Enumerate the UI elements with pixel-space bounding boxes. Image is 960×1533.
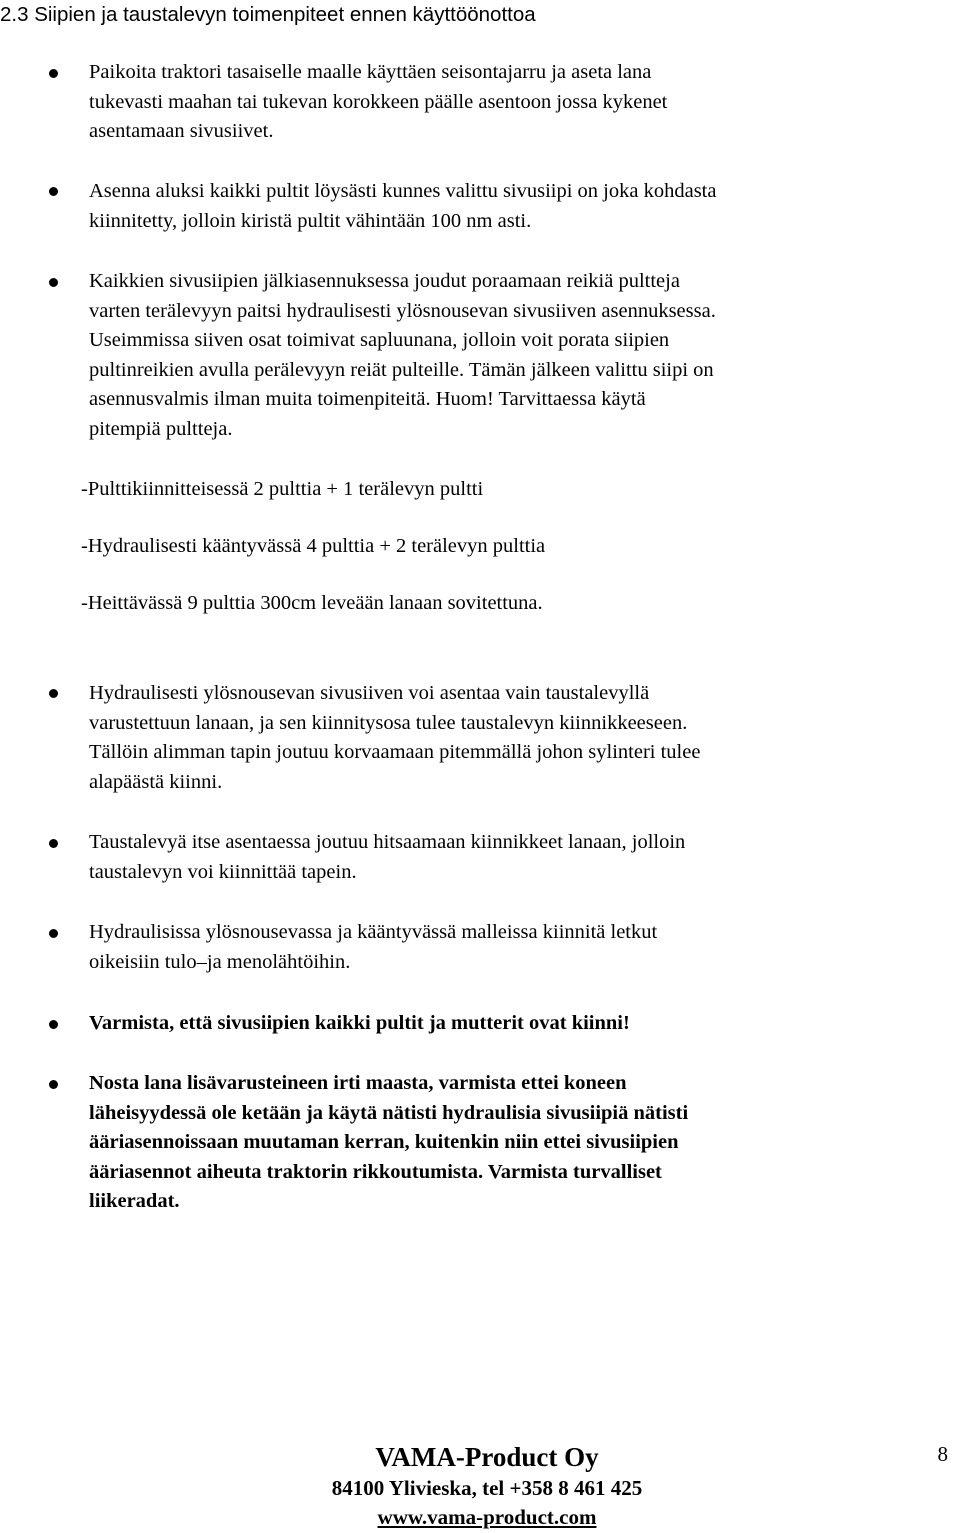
list-item-text: pitempiä pultteja. [89, 417, 233, 440]
list-item-text: Kaikkien sivusiipien jälkiasennuksessa joudut poraamaan reikiä pultteja [89, 270, 680, 292]
list-item-text: Paikoita traktori tasaiselle maalle käyttäen seisontajarru ja aseta lana [89, 61, 652, 83]
list-item-text: Varmista, että sivusiipien kaikki pultit ja mutterit ovat kiinni! [89, 1012, 630, 1034]
list-item-text: asentamaan sivusiivet. [89, 120, 274, 143]
bullet-icon [49, 187, 58, 196]
list-item-text: Tällöin alimman tapin joutuu korvaamaan pitemmällä johon sylinteri tulee [89, 741, 701, 764]
list-item-text: ääriasennoissaan muutaman kerran, kuitenkin niin ettei sivusiipien [89, 1131, 679, 1154]
list-item-text: Hydraulisesti ylösnousevan sivusiiven voi asentaa vain taustalevyllä [89, 682, 650, 704]
bolt-spec-line: -Hydraulisesti kääntyvässä 4 pulttia + 2 terälevyn pulttia [81, 535, 546, 557]
list-item-text: taustalevyn voi kiinnittää tapein. [89, 860, 357, 883]
list-item-text: Hydraulisissa ylösnousevassa ja kääntyvässä malleissa kiinnitä letkut [89, 921, 658, 943]
list-item-text: oikeisiin tulo–ja menolähtöihin. [89, 950, 351, 973]
list-item-text: Nosta lana lisävarusteineen irti maasta, varmista ettei koneen [89, 1072, 627, 1094]
list-item-text: varten terälevyyn paitsi hydraulisesti ylösnousevan sivusiiven asennuksessa. [89, 299, 716, 322]
footer-address: 84100 Ylivieska, tel +358 8 461 425 [331, 1476, 643, 1500]
footer-company-name: VAMA-Product Oy [375, 1442, 599, 1472]
list-item-text: Taustalevyä itse asentaessa joutuu hitsaamaan kiinnikkeet lanaan, jolloin [89, 831, 686, 853]
bullet-icon [49, 1020, 58, 1029]
list-item-text: kiinnitetty, jolloin kiristä pultit vähintään 100 nm asti. [89, 209, 532, 232]
list-item-text: alapäästä kiinni. [89, 770, 223, 793]
bullet-icon [49, 278, 58, 287]
bullet-icon [49, 1080, 58, 1089]
list-item-text: tukevasti maahan tai tukevan korokkeen päälle asentoon jossa kykenet [89, 90, 668, 113]
list-item-text: Asenna aluksi kaikki pultit löysästi kunnes valittu sivusiipi on joka kohdasta [89, 180, 717, 202]
bullet-icon [49, 689, 58, 698]
bullet-icon [49, 929, 58, 938]
page-number: 8 [937, 1442, 948, 1466]
page-title: 2.3 Siipien ja taustalevyn toimenpiteet ennen käyttöönottoa [0, 3, 536, 26]
list-item-text: ääriasennot aiheuta traktorin rikkoutumista. Varmista turvalliset [89, 1160, 662, 1183]
bolt-spec-line: -Heittävässä 9 pulttia 300cm leveään lanaan sovitettuna. [81, 592, 543, 614]
list-item-text: liikeradat. [89, 1190, 180, 1213]
list-item-text: Useimmissa siiven osat toimivat sapluunana, jolloin voit porata siipien [89, 329, 670, 352]
bolt-spec-line: -Pulttikiinnitteisessä 2 pulttia + 1 terälevyn pultti [81, 478, 484, 500]
list-item-text: pultinreikien avulla perälevyyn reiät pulteille. Tämän jälkeen valittu siipi on [89, 358, 714, 381]
bullet-icon [49, 839, 58, 848]
bullet-icon [49, 69, 58, 78]
list-item-text: asennusvalmis ilman muita toimenpiteitä. Huom! Tarvittaessa käytä [89, 388, 646, 411]
footer-website-link[interactable]: www.vama-product.com [377, 1505, 597, 1529]
list-item-text: varustettuun lanaan, ja sen kiinnitysosa tulee taustalevyn kiinnikkeeseen. [89, 711, 688, 734]
list-item-text: läheisyydessä ole ketään ja käytä nätisti hydraulisia sivusiipiä nätisti [89, 1101, 689, 1124]
